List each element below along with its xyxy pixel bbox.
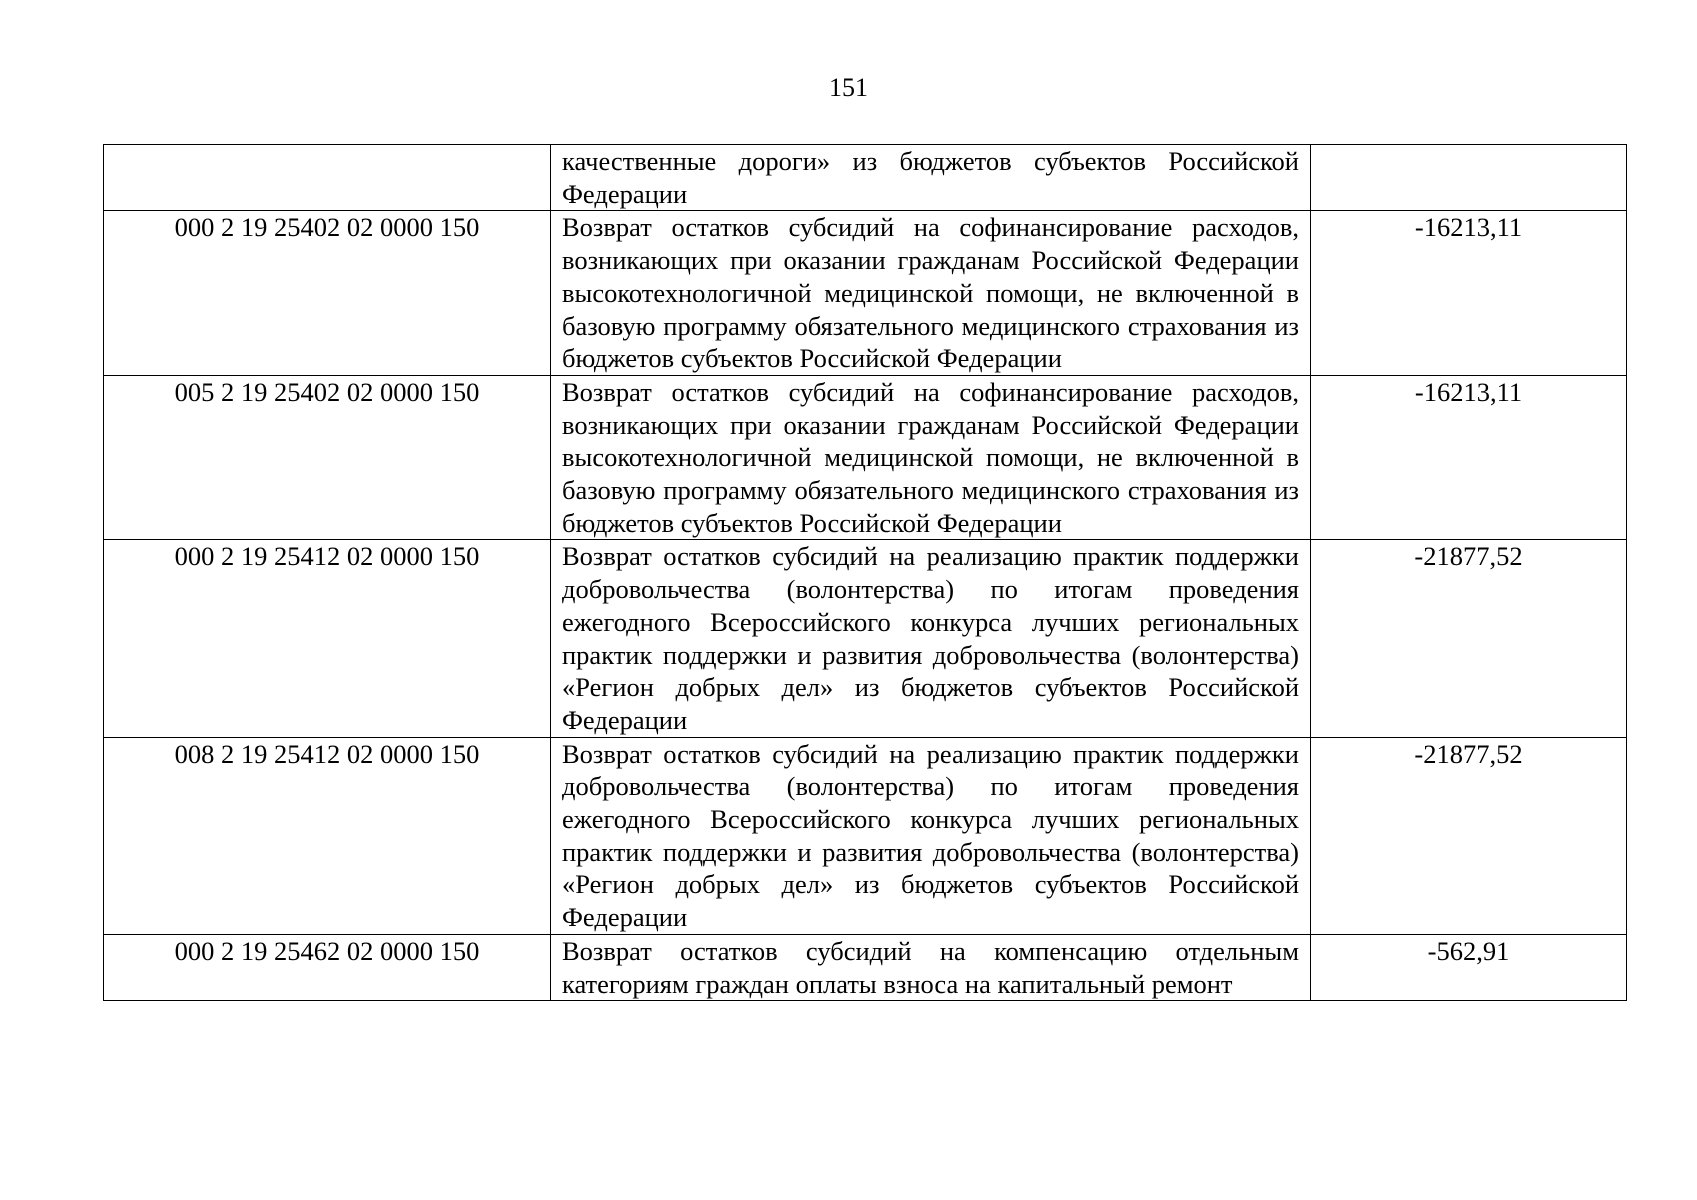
description-cell: Возврат остатков субсидий на софинансирование расходов, возникающих при оказании гражданам Российской Федерации высокотехнологичной медицинской помощи, не включенной в базовую программу обязательного медицинского страхования из бюджетов субъектов Российской Федерации xyxy=(551,211,1311,376)
description-cell: Возврат остатков субсидий на софинансирование расходов, возникающих при оказании гражданам Российской Федерации высокотехнологичной медицинской помощи, не включенной в базовую программу обязательного медицинского страхования из бюджетов субъектов Российской Федерации xyxy=(551,375,1311,540)
budget-table xyxy=(103,144,1627,1001)
amount-cell: -562,91 xyxy=(1311,934,1627,1000)
description-cell: Возврат остатков субсидий на реализацию практик поддержки добровольчества (волонтерства) по итогам проведения ежегодного Всероссийского конкурса лучших региональных практик поддержки и развития добровольчества (волонтерства) «Регион добрых дел» из бюджетов субъектов Российской Федерации xyxy=(551,540,1311,737)
description-cell: Возврат остатков субсидий на компенсацию отдельным категориям граждан оплаты взноса на капитальный ремонт xyxy=(551,934,1311,1000)
description-cell: качественные дороги» из бюджетов субъектов Российской Федерации xyxy=(551,145,1311,211)
page-number: 151 xyxy=(829,73,868,102)
table-row xyxy=(104,375,1627,540)
amount-cell: -21877,52 xyxy=(1311,540,1627,737)
budget-code-cell: 000 2 19 25402 02 0000 150 xyxy=(104,211,551,376)
budget-code-cell: 000 2 19 25462 02 0000 150 xyxy=(104,934,551,1000)
amount-cell xyxy=(1311,145,1627,211)
amount-cell: -16213,11 xyxy=(1311,375,1627,540)
table-row xyxy=(104,211,1627,376)
table-row xyxy=(104,145,1627,211)
budget-code-cell xyxy=(104,145,551,211)
amount-cell: -21877,52 xyxy=(1311,737,1627,934)
table-row xyxy=(104,540,1627,737)
budget-code-cell: 008 2 19 25412 02 0000 150 xyxy=(104,737,551,934)
amount-cell: -16213,11 xyxy=(1311,211,1627,376)
budget-code-cell: 000 2 19 25412 02 0000 150 xyxy=(104,540,551,737)
table-row xyxy=(104,934,1627,1000)
description-cell: Возврат остатков субсидий на реализацию практик поддержки добровольчества (волонтерства) по итогам проведения ежегодного Всероссийского конкурса лучших региональных практик поддержки и развития добровольчества (волонтерства) «Регион добрых дел» из бюджетов субъектов Российской Федерации xyxy=(551,737,1311,934)
table-row xyxy=(104,737,1627,934)
budget-code-cell: 005 2 19 25402 02 0000 150 xyxy=(104,375,551,540)
